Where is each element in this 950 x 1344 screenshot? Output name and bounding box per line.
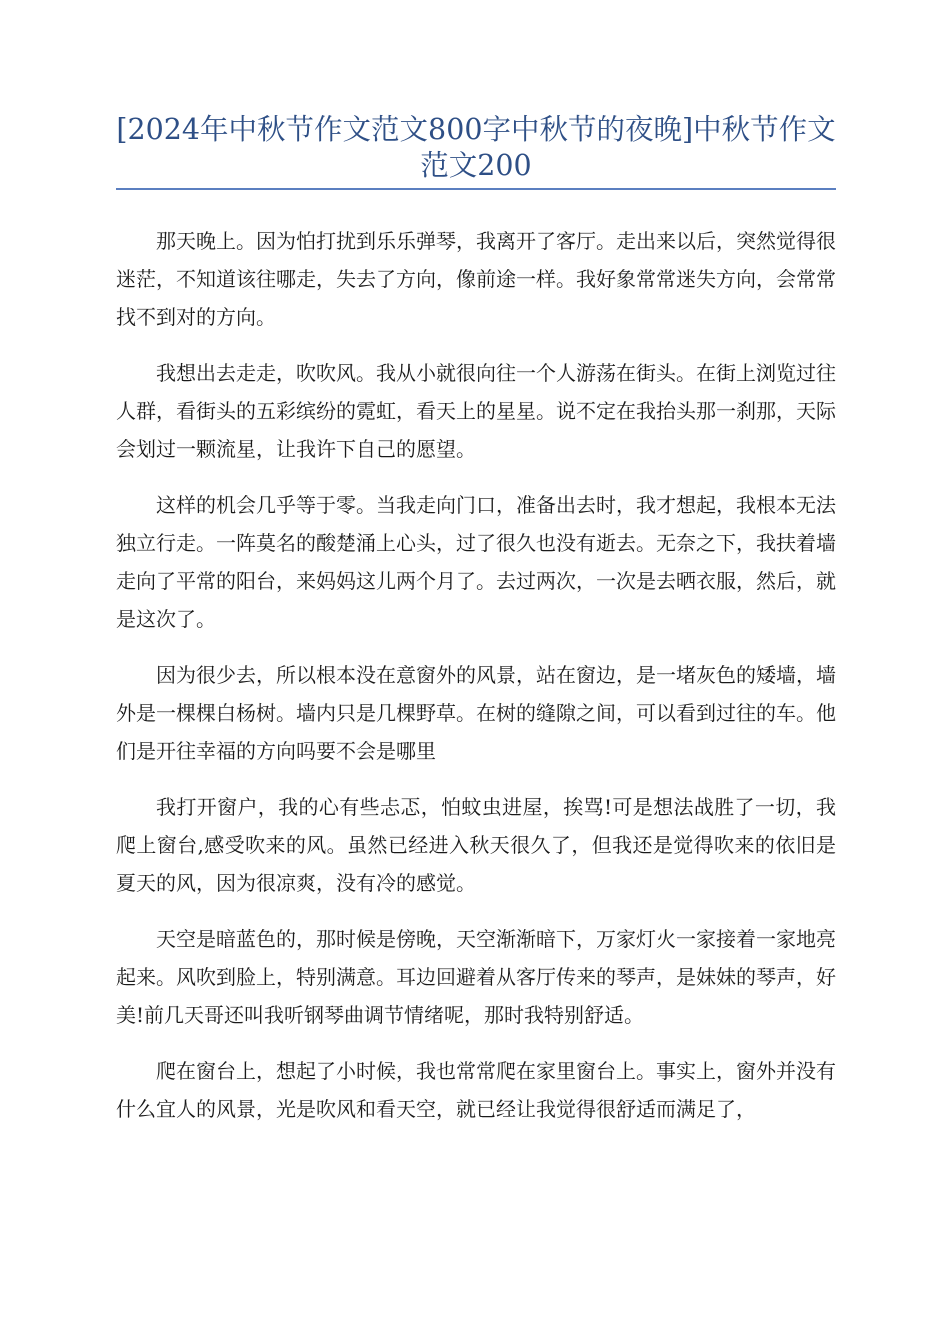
paragraph: 这样的机会几乎等于零。当我走向门口，准备出去时，我才想起，我根本无法独立行走。一阵莫名的酸楚涌上心头，过了很久也没有逝去。无奈之下，我扶着墙走向了平常的阳台，来妈妈这儿两个月了。去过两次，一次是去晒衣服，然后，就是这次了。 [116, 493, 836, 631]
paragraph: 我想出去走走，吹吹风。我从小就很向往一个人游荡在街头。在街上浏览过往人群，看街头的五彩缤纷的霓虹，看天上的星星。说不定在我抬头那一刹那，天际会划过一颗流星，让我许下自己的愿望。 [116, 361, 836, 461]
title-divider [116, 188, 836, 190]
paragraph: 天空是暗蓝色的，那时候是傍晚，天空渐渐暗下，万家灯火一家接着一家地亮起来。风吹到脸上，特别满意。耳边回避着从客厅传来的琴声，是妹妹的琴声，好美!前几天哥还叫我听钢琴曲调节情绪呢，那时我特别舒适。 [116, 927, 836, 1027]
paragraph: 我打开窗户，我的心有些忐忑，怕蚊虫进屋，挨骂!可是想法战胜了一切，我爬上窗台,感受吹来的风。虽然已经进入秋天很久了，但我还是觉得吹来的依旧是夏天的风，因为很凉爽，没有冷的感觉。 [116, 795, 836, 895]
document-page [116, 112, 836, 1146]
paragraph: 爬在窗台上，想起了小时候，我也常常爬在家里窗台上。事实上，窗外并没有什么宜人的风景，光是吹风和看天空，就已经让我觉得很舒适而满足了， [116, 1059, 836, 1121]
document-body [116, 222, 836, 1128]
paragraph: 那天晚上。因为怕打扰到乐乐弹琴，我离开了客厅。走出来以后，突然觉得很迷茫，不知道该往哪走，失去了方向，像前途一样。我好象常常迷失方向，会常常找不到对的方向。 [116, 229, 836, 329]
document-title: [2024年中秋节作文范文800字中秋节的夜晚]中秋节作文范文200 [116, 113, 836, 182]
paragraph: 因为很少去，所以根本没在意窗外的风景，站在窗边，是一堵灰色的矮墙，墙外是一棵棵白杨树。墙内只是几棵野草。在树的缝隙之间，可以看到过往的车。他们是开往幸福的方向吗要不会是哪里 [116, 663, 836, 763]
